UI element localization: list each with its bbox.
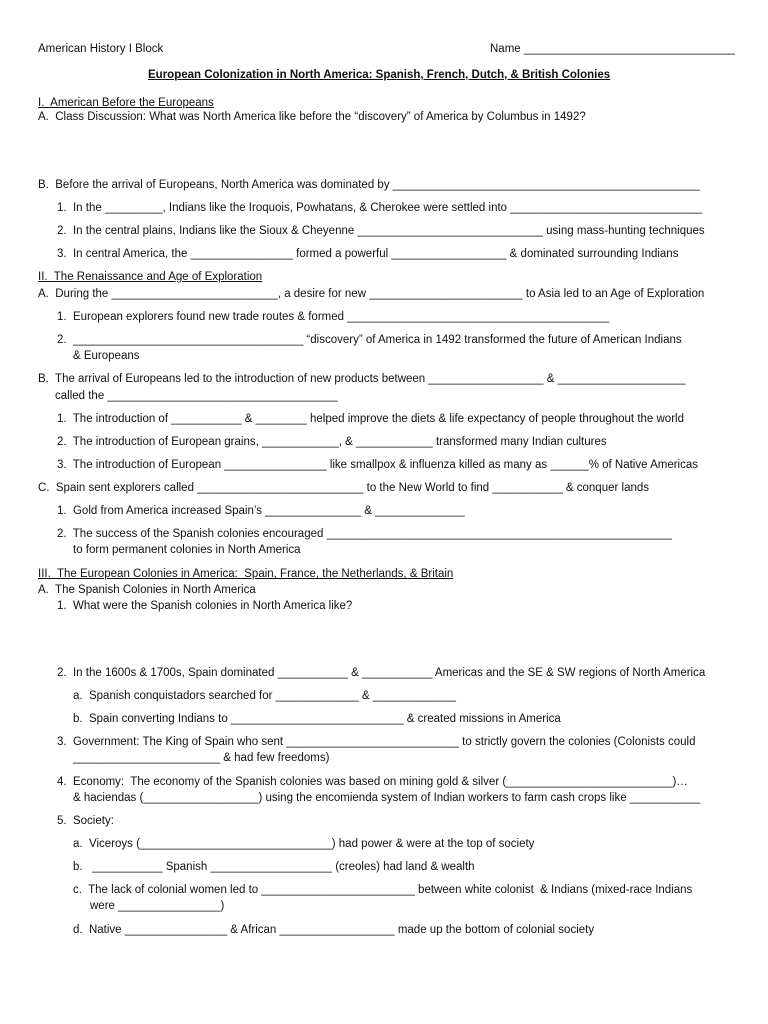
line: A. The Spanish Colonies in North America bbox=[38, 584, 256, 596]
line: C. Spain sent explorers called __________________________ to the New World to find ___________ & conquer lands bbox=[38, 482, 650, 494]
page-title: European Colonization in North America: Spanish, French, Dutch, & British Colonies bbox=[148, 69, 611, 81]
line: c. The lack of colonial women led to ________________________ between white colonist & Indians (mixed-race Indians bbox=[73, 884, 693, 896]
course-label: American History I Block bbox=[38, 43, 164, 55]
line: _______________________ & had few freedoms) bbox=[73, 752, 330, 764]
line: 2. In the 1600s & 1700s, Spain dominated ___________ & ___________ Americas and the SE & SW regions of North America bbox=[57, 667, 706, 679]
line: B. The arrival of Europeans led to the introduction of new products between __________________ & ____________________ bbox=[38, 373, 686, 385]
line: b. ___________ Spanish ___________________ (creoles) had land & wealth bbox=[73, 861, 475, 873]
line: B. Before the arrival of Europeans, North America was dominated by ________________________________________________ bbox=[38, 179, 700, 191]
section-heading: III. The European Colonies in America: Spain, France, the Netherlands, & Britain bbox=[38, 568, 454, 580]
line: 1. Gold from America increased Spain’s _______________ & ______________ bbox=[57, 505, 465, 517]
line: 3. Government: The King of Spain who sent ___________________________ to strictly govern the colonies (Colonists could bbox=[57, 736, 696, 748]
line: 2. The introduction of European grains, ____________, & ____________ transformed many Indian cultures bbox=[57, 436, 607, 448]
line: 2. In the central plains, Indians like the Sioux & Cheyenne _____________________________ using mass-hunting techniques bbox=[57, 225, 705, 237]
line: 4. Economy: The economy of the Spanish colonies was based on mining gold & silver (__________________________)… bbox=[57, 776, 688, 788]
name-field[interactable]: Name _________________________________ bbox=[490, 43, 735, 55]
line: 1. European explorers found new trade routes & formed _________________________________________ bbox=[57, 311, 610, 323]
line: 1. The introduction of ___________ & ________ helped improve the diets & life expectancy of people throughout the world bbox=[57, 413, 684, 425]
line: 2. The success of the Spanish colonies encouraged ______________________________________________________ bbox=[57, 528, 672, 540]
line: a. Spanish conquistadors searched for _____________ & _____________ bbox=[73, 690, 456, 702]
line: d. Native ________________ & African __________________ made up the bottom of colonial society bbox=[73, 924, 595, 936]
section-heading: II. The Renaissance and Age of Exploration bbox=[38, 271, 263, 283]
line: A. During the __________________________, a desire for new ________________________ to Asia led to an Age of Exploration bbox=[38, 288, 705, 300]
line: 2. ____________________________________ “discovery” of America in 1492 transformed the future of American Indians bbox=[57, 334, 682, 346]
line: 3. In central America, the ________________ formed a powerful __________________ & dominated surrounding Indians bbox=[57, 248, 679, 260]
section-heading: I. American Before the Europeans bbox=[38, 97, 214, 109]
line: 3. The introduction of European ________________ like smallpox & influenza killed as many as ______% of Native Americas bbox=[57, 459, 698, 471]
line: b. Spain converting Indians to ___________________________ & created missions in America bbox=[73, 713, 561, 725]
line: to form permanent colonies in North America bbox=[73, 544, 301, 556]
line: 1. In the _________, Indians like the Iroquois, Powhatans, & Cherokee were settled into ______________________________ bbox=[57, 202, 703, 214]
line: 1. What were the Spanish colonies in North America like? bbox=[57, 600, 353, 612]
line: 5. Society: bbox=[57, 815, 114, 827]
line: a. Viceroys (______________________________) had power & were at the top of society bbox=[73, 838, 535, 850]
line: & haciendas (__________________) using the encomienda system of Indian workers to farm cash crops like ___________ bbox=[73, 792, 701, 804]
line: & Europeans bbox=[73, 350, 140, 362]
line: called the ____________________________________ bbox=[55, 390, 338, 402]
line: were ________________) bbox=[90, 900, 225, 912]
line: A. Class Discussion: What was North America like before the “discovery” of America by Columbus in 1492? bbox=[38, 111, 586, 123]
